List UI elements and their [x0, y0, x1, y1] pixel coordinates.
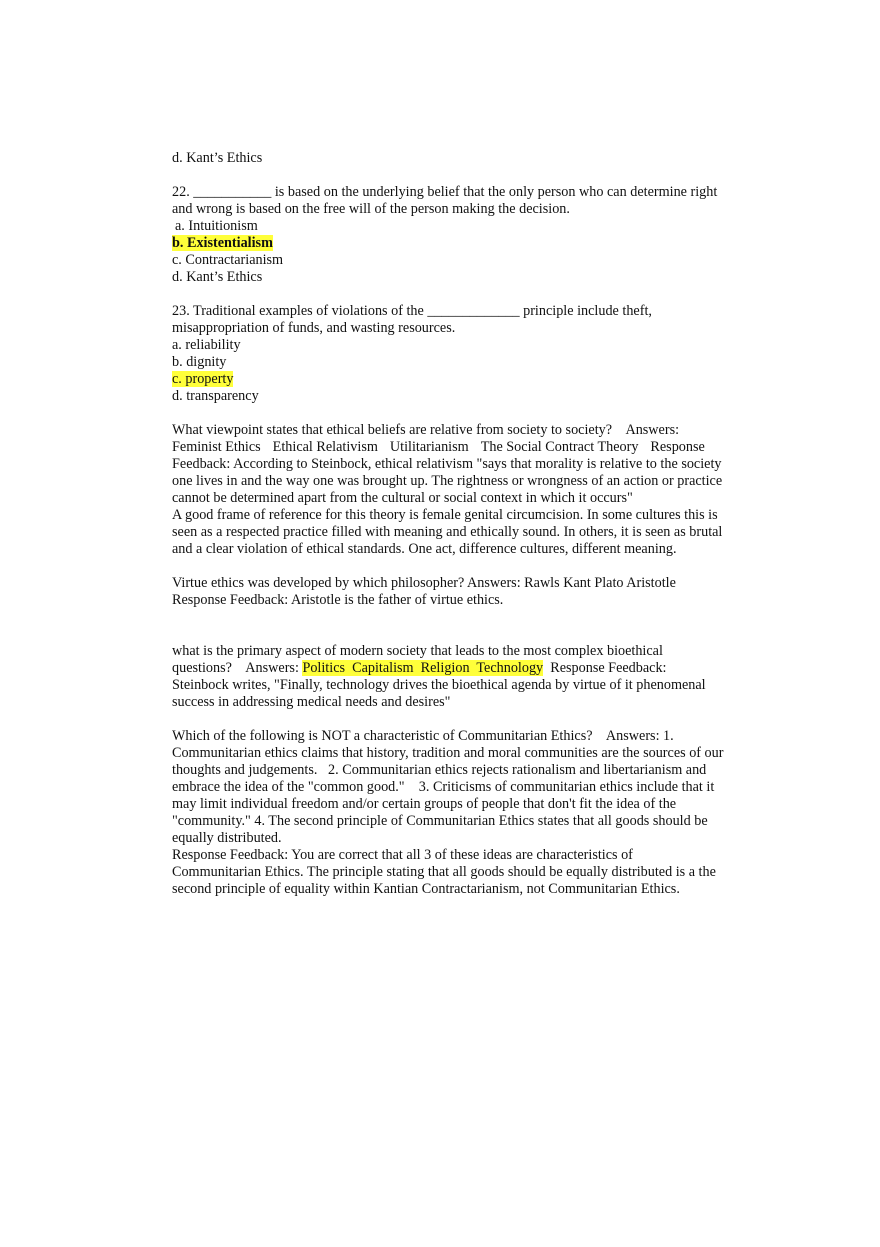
- question-relativism: [172, 422, 757, 558]
- bioethical-feedback-line2: success in addressing medical needs and desires": [172, 694, 451, 710]
- q22-option-a: a. Intuitionism: [175, 218, 258, 234]
- question-22: [172, 184, 757, 286]
- q23-option-d: d. transparency: [172, 388, 259, 404]
- virtue-feedback: Response Feedback: Aristotle is the father of virtue ethics.: [172, 592, 504, 608]
- q22-stem-line1: 22. ___________ is based on the underlying belief that the only person who can determine right: [172, 184, 718, 200]
- document-body: [172, 150, 757, 898]
- relativism-feedback-line3: cannot be determined apart from the cultural or social context in which it occurs": [172, 490, 633, 506]
- relativism-feedback-line6: and a clear violation of ethical standards. One act, difference cultures, different meaning.: [172, 541, 677, 557]
- communitarian-feedback-line1: Response Feedback: You are correct that all 3 of these ideas are characteristics of: [172, 847, 633, 863]
- q23-option-b: b. dignity: [172, 354, 227, 370]
- relativism-feedback-line4: A good frame of reference for this theory is female genital circumcision. In some cultures this is: [172, 507, 718, 523]
- answer-social-contract-theory: The Social Contract Theory: [480, 439, 639, 455]
- virtue-stem: Virtue ethics was developed by which philosopher? Answers: Rawls Kant Plato Aristotle: [172, 575, 676, 591]
- bioethical-stem-line2: [172, 660, 757, 677]
- communitarian-feedback-line2: Communitarian Ethics. The principle stating that all goods should be equally distributed is a the: [172, 864, 716, 880]
- answer-utilitarianism: Utilitarianism: [389, 439, 469, 455]
- bioethical-feedback-line1: Steinbock writes, "Finally, technology drives the bioethical agenda by virtue of it phenomenal: [172, 677, 706, 693]
- relativism-feedback-line1: Feedback: According to Steinbock, ethical relativism "says that morality is relative to the society: [172, 456, 722, 472]
- answer-ethical-relativism: Ethical Relativism: [272, 439, 378, 455]
- communitarian-line7: equally distributed.: [172, 830, 282, 846]
- relativism-feedback-line5: seen as a respected practice filled with meaning and ethically sound. In others, it is seen as brutal: [172, 524, 723, 540]
- question-bioethical: [172, 643, 757, 711]
- communitarian-line2: Communitarian ethics claims that history, tradition and moral communities are the sources of our: [172, 745, 724, 761]
- response-label: Response: [650, 439, 705, 455]
- q23-stem-line1: 23. Traditional examples of violations of the _____________ principle include theft,: [172, 303, 652, 319]
- communitarian-line5: may limit individual freedom and/or certain groups of people that don't fit the idea of the: [172, 796, 677, 812]
- relativism-feedback-line2: one lives in and the way one was brought up. The rightness or wrongness of an action or practice: [172, 473, 723, 489]
- q23-option-c-correct: c. property: [172, 371, 234, 387]
- q21-option-d: d. Kant’s Ethics: [172, 150, 263, 166]
- bioethical-response-label: Response Feedback:: [543, 660, 667, 676]
- bioethical-stem-line1: what is the primary aspect of modern society that leads to the most complex bioethical: [172, 643, 663, 659]
- bioethical-answers-prefix: questions? Answers:: [172, 660, 303, 676]
- q22-stem-line2: and wrong is based on the free will of the person making the decision.: [172, 201, 570, 217]
- question-virtue-ethics: [172, 575, 757, 609]
- q22-option-c: c. Contractarianism: [172, 252, 284, 268]
- communitarian-line1: Which of the following is NOT a characteristic of Communitarian Ethics? Answers: 1.: [172, 728, 674, 744]
- relativism-stem: What viewpoint states that ethical beliefs are relative from society to society? Answers:: [172, 422, 680, 438]
- communitarian-line3: thoughts and judgements. 2. Communitarian ethics rejects rationalism and libertarianism and: [172, 762, 707, 778]
- communitarian-line4: embrace the idea of the "common good." 3. Criticisms of communitarian ethics include that it: [172, 779, 715, 795]
- q22-option-d: d. Kant’s Ethics: [172, 269, 263, 285]
- q22-option-b-correct: b. Existentialism: [172, 235, 273, 251]
- communitarian-feedback-line3: second principle of equality within Kantian Contractarianism, not Communitarian Ethics.: [172, 881, 680, 897]
- bioethical-answers-highlighted: Politics Capitalism Religion Technology: [302, 660, 544, 676]
- q23-stem-line2: misappropriation of funds, and wasting resources.: [172, 320, 456, 336]
- communitarian-line6: "community." 4. The second principle of Communitarian Ethics states that all goods should be: [172, 813, 708, 829]
- question-23: [172, 303, 757, 405]
- question-communitarian: [172, 728, 757, 898]
- relativism-answers: [172, 439, 757, 456]
- q23-option-a: a. reliability: [172, 337, 241, 353]
- answer-feminist-ethics: Feminist Ethics: [172, 439, 261, 455]
